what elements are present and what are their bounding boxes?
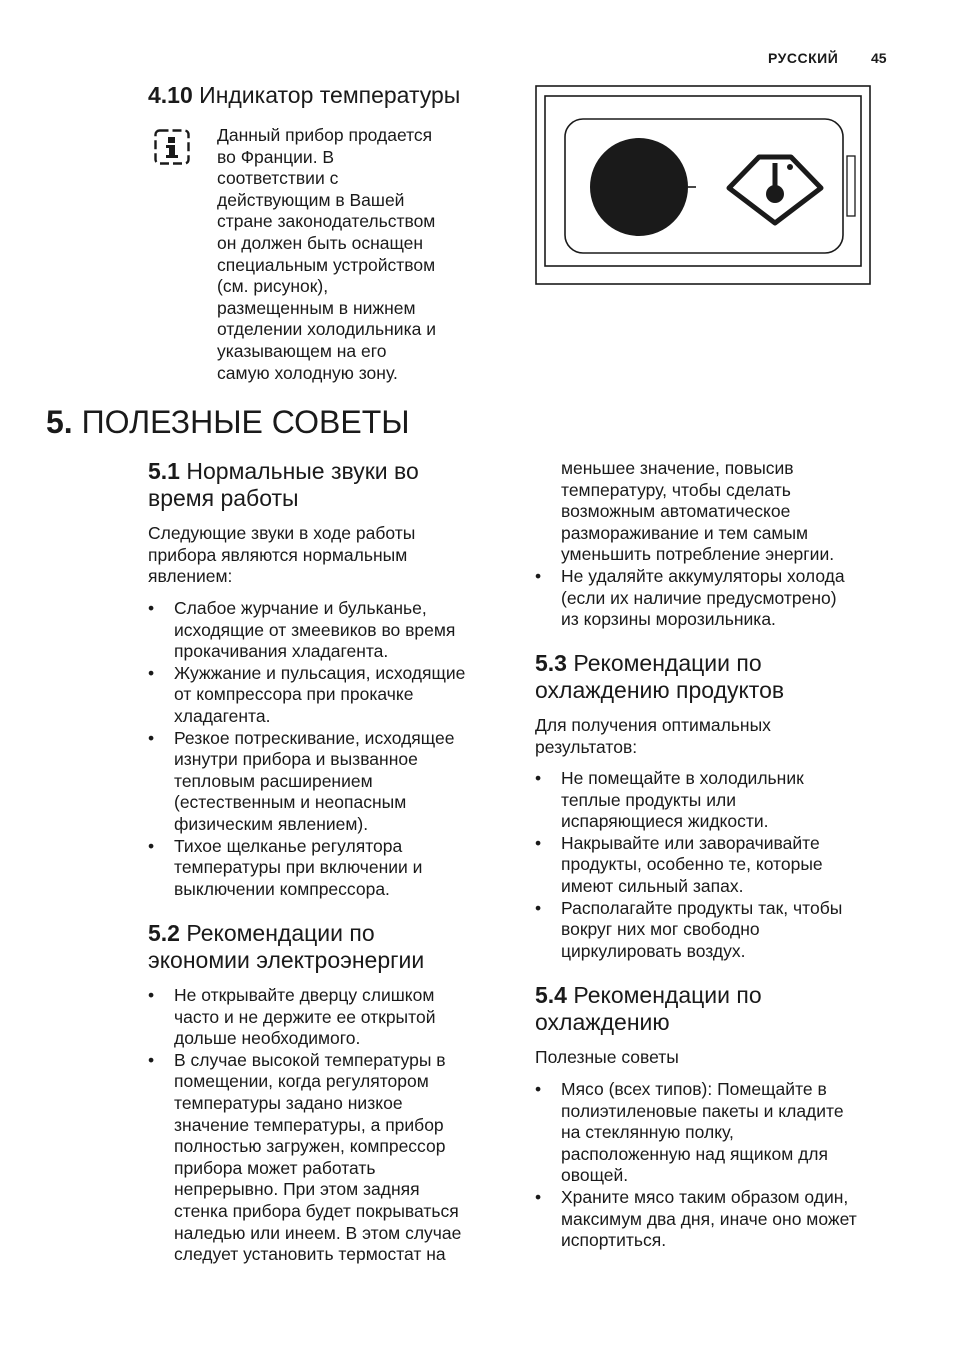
bullet-icon: •: [535, 1079, 542, 1099]
section-5-2-list: [148, 985, 508, 1266]
section-title-line: время работы: [148, 485, 299, 511]
bullet-icon: •: [535, 832, 542, 853]
note-line: соответствии с: [217, 168, 339, 189]
bullet-icon: •: [535, 768, 542, 788]
list-item: • Тихое щелканье регулятора температуры при включении и выключении компрессора.: [148, 835, 423, 899]
list-item: • Не удаляйте аккумуляторы холода (если их наличие предусмотрено) из корзины морозильника.: [535, 566, 845, 630]
bullet-icon: •: [148, 835, 155, 856]
note-line: самую холодную зону.: [217, 362, 398, 383]
section-number: 5.2: [148, 920, 180, 946]
language-label: РУССКИЙ: [768, 50, 839, 66]
note-line: размещенным в нижнем: [217, 297, 416, 318]
bullet-icon: •: [148, 985, 155, 1005]
note-line: Данный прибор продается: [217, 125, 433, 145]
section-number: 5.4: [535, 982, 567, 1008]
section-title-line: охлаждению продуктов: [535, 677, 785, 703]
bullet-icon: •: [535, 566, 542, 586]
note-line: указывающем на его: [217, 340, 387, 361]
page-number: 45: [871, 50, 887, 66]
list-item: • Слабое журчание и бульканье, исходящие от змеевиков во время прокачивания хладагента.: [148, 598, 456, 662]
temperature-indicator-figure: [535, 85, 871, 285]
note-line: отделении холодильника и: [217, 319, 436, 340]
section-title-line: охлаждению: [535, 1009, 670, 1035]
chapter-title: ПОЛЕЗНЫЕ СОВЕТЫ: [81, 404, 410, 440]
section-5-1-heading: [148, 458, 508, 512]
section-5-1-intro: [148, 523, 415, 588]
chapter-5-heading: [46, 404, 410, 440]
note-line: он должен быть оснащен: [217, 232, 424, 253]
list-item: • Резкое потрескивание, исходящее изнутри прибора и вызванное тепловым расширением (естественным и неопасным физическим явлением).: [148, 727, 455, 834]
note-line: специальным устройством: [217, 254, 436, 275]
note-line: стране законодательством: [217, 211, 436, 232]
section-5-2-list-cont: [535, 566, 905, 631]
section-title-line: Рекомендации по: [186, 920, 375, 946]
section-4-10-note: [217, 125, 436, 384]
bullet-icon: •: [535, 897, 542, 918]
section-5-4-heading: [535, 982, 905, 1036]
bullet-icon: •: [148, 598, 155, 618]
section-title-line: экономии электроэнергии: [148, 947, 425, 973]
section-title-line: Рекомендации по: [573, 982, 762, 1008]
section-5-4-intro: Полезные советы: [535, 1047, 679, 1067]
note-line: (см. рисунок),: [217, 276, 329, 297]
ok-indicator-icon: [729, 157, 821, 223]
note-line: действующим в Вашей: [217, 189, 405, 210]
bullet-icon: •: [148, 1049, 155, 1070]
section-5-3-intro: Для получения оптимальных результатов:: [535, 715, 771, 757]
note-line: во Франции. В: [217, 146, 335, 167]
section-5-2-continued: меньшее значение, повысив температуру, чтобы сделать возможным автоматическое размораживание и тем самым уменьшить потребление энергии.: [561, 458, 835, 565]
list-item: • В случае высокой температуры в помещении, когда регулятором температуры задано низкое значение температуры, а прибор полностью загружен, компрессор прибора может работать непрерывно. При этом задняя стенка прибора будет покрываться наледью или инеем. В этом случае следует установить термостат на: [148, 1049, 462, 1265]
section-4-10-heading: [148, 82, 460, 109]
bullet-icon: •: [535, 1186, 542, 1207]
bullet-icon: •: [148, 662, 155, 683]
section-title: Индикатор температуры: [199, 82, 461, 108]
intro-line: прибора являются нормальным: [148, 544, 408, 565]
list-item: • Накрывайте или заворачивайте продукты, особенно те, которые имеют сильный запах.: [535, 832, 823, 896]
list-item: • Жужжание и пульсация, исходящие от компрессора при прокачке хладагента.: [148, 662, 466, 726]
section-5-3-heading: [535, 650, 905, 704]
section-number: 4.10: [148, 82, 193, 108]
bullet-icon: •: [148, 727, 155, 748]
section-5-2-heading: [148, 920, 508, 974]
intro-line: Следующие звуки в ходе работы: [148, 523, 416, 543]
intro-line: явлением:: [148, 566, 233, 587]
info-icon: [154, 129, 190, 165]
list-item: • Храните мясо таким образом один, максимум два дня, иначе оно может испортиться.: [535, 1186, 857, 1251]
section-title-line: Рекомендации по: [573, 650, 762, 676]
list-item: • Не открывайте дверцу слишком часто и не держите ее открытой дольше необходимого.: [148, 985, 436, 1049]
list-item: • Не помещайте в холодильник теплые продукты или испаряющиеся жидкости.: [535, 768, 804, 832]
section-number: 5.1: [148, 458, 180, 484]
section-number: 5.3: [535, 650, 567, 676]
list-item: • Мясо (всех типов): Помещайте в полиэтиленовые пакеты и кладите на стеклянную полку, расположенную над ящиком для овощей.: [535, 1079, 844, 1186]
thermometer-dial-icon: [590, 138, 696, 236]
chapter-number: 5.: [46, 404, 73, 440]
section-5-1-list: [148, 598, 508, 900]
section-title-line: Нормальные звуки во: [186, 458, 419, 484]
list-item: • Располагайте продукты так, чтобы вокруг них мог свободно циркулировать воздух.: [535, 897, 843, 961]
section-5-4-list: [535, 1079, 915, 1252]
section-5-3-list: [535, 768, 905, 962]
